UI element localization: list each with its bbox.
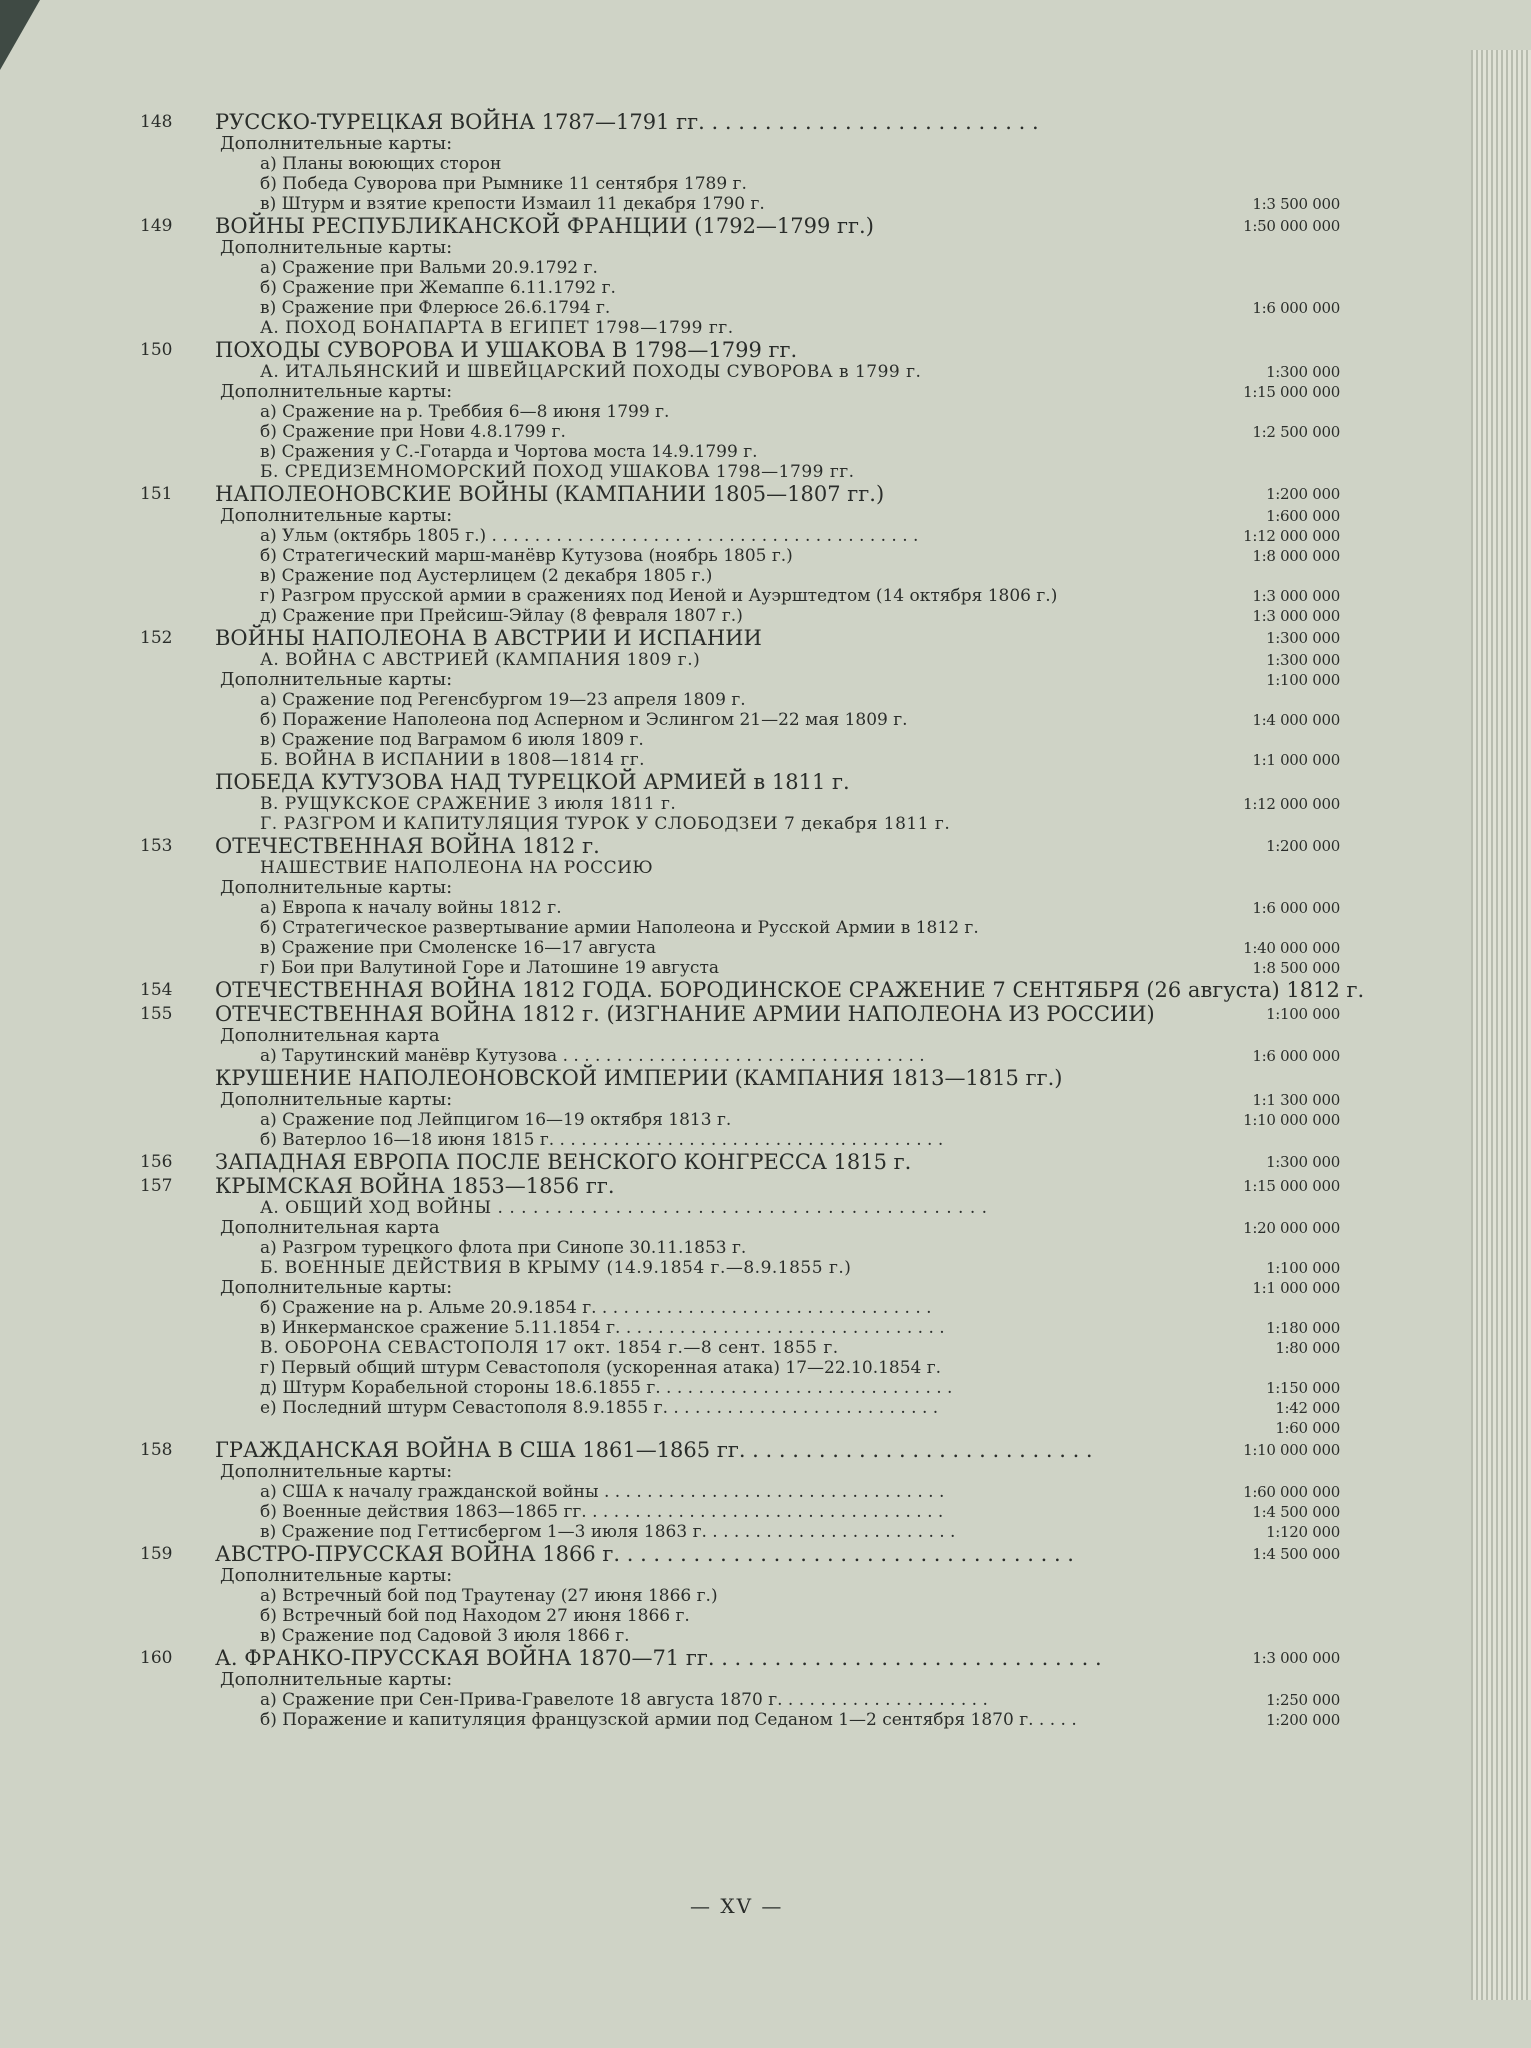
entry-text: Б. ВОЙНА В ИСПАНИИ в 1808—1814 гг. (260, 750, 646, 770)
entry-row (150, 898, 1340, 918)
entry-text: а) Тарутинский манёвр Кутузова . . . . . . . . . . . . . . . . . . . . . . . . . . . . . . . . . . (260, 1046, 925, 1066)
section-number: 155 (140, 1004, 173, 1024)
map-scale: 1:250 000 (1266, 1691, 1340, 1709)
section-number: 160 (140, 1648, 173, 1668)
section-title: ГРАЖДАНСКАЯ ВОЙНА В США 1861—1865 гг. . . . . . . . . . . . . . . . . . . . . . . . . . . (215, 1438, 1093, 1462)
entry-text: Дополнительные карты: (220, 877, 453, 898)
entry-row (150, 1298, 1340, 1318)
entry-text: Дополнительные карты: (220, 505, 453, 526)
entry-row (150, 1566, 1340, 1586)
entry-row (150, 1502, 1340, 1522)
map-scale: 1:60 000 000 (1243, 1483, 1340, 1501)
map-scale: 1:4 500 000 (1252, 1503, 1340, 1521)
section-number: 157 (140, 1176, 173, 1196)
entry-text: Дополнительные карты: (220, 237, 453, 258)
section-title: ОТЕЧЕСТВЕННАЯ ВОЙНА 1812 г. (ИЗГНАНИЕ АРМИИ НАПОЛЕОНА ИЗ РОССИИ) (215, 1002, 1155, 1026)
entry-row (150, 606, 1340, 626)
entry-text: Дополнительная карта (220, 1025, 440, 1046)
entry-row (150, 238, 1340, 258)
entry-text: Дополнительные карты: (220, 133, 453, 154)
entry-row (150, 918, 1340, 938)
entry-text: Б. СРЕДИЗЕМНОМОРСКИЙ ПОХОД УШАКОВА 1798—1799 гг. (260, 462, 855, 482)
section-row (140, 978, 1365, 1002)
map-scale: 1:15 000 000 (1243, 383, 1340, 401)
entry-text: Б. ВОЕННЫЕ ДЕЙСТВИЯ В КРЫМУ (14.9.1854 г.—8.9.1855 г.) (260, 1258, 852, 1278)
entry-row (150, 1626, 1340, 1646)
map-scale: 1:20 000 000 (1243, 1219, 1340, 1237)
entry-row (150, 814, 1340, 834)
entry-row (150, 750, 1340, 770)
section-number: 150 (140, 340, 173, 360)
entry-row (150, 794, 1340, 814)
section-title: АВСТРО-ПРУССКАЯ ВОЙНА 1866 г. . . . . . . . . . . . . . . . . . . . . . . . . . . . . . . . . . . (215, 1542, 1074, 1566)
section-row (140, 1542, 1340, 1566)
map-scale: 1:3 000 000 (1252, 1649, 1340, 1667)
map-scale: 1:1 300 000 (1252, 1091, 1340, 1109)
entry-row (150, 938, 1340, 958)
entry-row (150, 1130, 1340, 1150)
section-number: 158 (140, 1440, 173, 1460)
entry-row (150, 1522, 1340, 1542)
map-scale: 1:100 000 (1266, 671, 1340, 689)
entry-text: а) Сражение под Регенсбургом 19—23 апреля 1809 г. (260, 690, 746, 710)
entry-text: б) Сражение при Нови 4.8.1799 г. (260, 422, 566, 442)
map-scale: 1:10 000 000 (1243, 1111, 1340, 1129)
entry-row (150, 546, 1340, 566)
map-scale: 1:12 000 000 (1243, 527, 1340, 545)
entry-row (150, 858, 1340, 878)
section-title: КРУШЕНИЕ НАПОЛЕОНОВСКОЙ ИМПЕРИИ (КАМПАНИЯ 1813—1815 гг.) (215, 1066, 1063, 1090)
section-number: 153 (140, 836, 173, 856)
page-fore-edge (1471, 50, 1531, 2000)
entry-text: б) Встречный бой под Находом 27 июня 1866 г. (260, 1606, 690, 1626)
entry-text: в) Сражение под Геттисбергом 1—3 июля 1863 г. . . . . . . . . . . . . . . . . . . . . . . . (260, 1522, 956, 1542)
entry-text: д) Сражение при Прейсиш-Эйлау (8 февраля 1807 г.) (260, 606, 743, 626)
map-scale: 1:6 000 000 (1252, 1047, 1340, 1065)
section-number: 152 (140, 628, 173, 648)
section-row (150, 1066, 1340, 1090)
entry-row (150, 402, 1340, 422)
entry-text: б) Поражение Наполеона под Асперном и Эслингом 21—22 мая 1809 г. (260, 710, 908, 730)
page-number: — XV — (690, 1894, 784, 1918)
map-scale: 1:3 500 000 (1252, 195, 1340, 213)
map-scale: 1:600 000 (1266, 507, 1340, 525)
entry-row (150, 1218, 1340, 1238)
page-corner (0, 0, 40, 70)
entry-row (150, 526, 1340, 546)
section-title: КРЫМСКАЯ ВОЙНА 1853—1856 гг. (215, 1174, 615, 1198)
section-row (140, 214, 1340, 238)
entry-row (150, 1110, 1340, 1130)
entry-text: а) США к началу гражданской войны . . . . . . . . . . . . . . . . . . . . . . . . . . . . . . . . (260, 1482, 945, 1502)
section-row (150, 770, 1340, 794)
map-scale: 1:150 000 (1266, 1379, 1340, 1397)
map-scale: 1:100 000 (1266, 1005, 1340, 1023)
section-number: 159 (140, 1544, 173, 1564)
section-number: 148 (140, 112, 173, 132)
entry-text: Дополнительные карты: (220, 381, 453, 402)
entry-text: а) Ульм (октябрь 1805 г.) . . . . . . . . . . . . . . . . . . . . . . . . . . . . . . . . . . . . . . . . (260, 526, 919, 546)
section-number: 156 (140, 1152, 173, 1172)
entry-text: а) Сражение при Сен-Прива-Гравелоте 18 августа 1870 г. . . . . . . . . . . . . . . . . . . . (260, 1690, 988, 1710)
section-title: ЗАПАДНАЯ ЕВРОПА ПОСЛЕ ВЕНСКОГО КОНГРЕССА 1815 г. (215, 1150, 912, 1174)
map-scale: 1:60 000 (1275, 1419, 1340, 1437)
map-scale: 1:100 000 (1266, 1259, 1340, 1277)
entry-text: Дополнительные карты: (220, 1565, 453, 1586)
entry-text: д) Штурм Корабельной стороны 18.6.1855 г. . . . . . . . . . . . . . . . . . . . . . . . . . . . (260, 1378, 953, 1398)
entry-text: А. ВОЙНА С АВСТРИЕЙ (КАМПАНИЯ 1809 г.) (260, 650, 701, 670)
entry-row (150, 154, 1340, 174)
section-title: ВОЙНЫ НАПОЛЕОНА В АВСТРИИ И ИСПАНИИ (215, 626, 762, 650)
entry-text: в) Сражения у С.-Готарда и Чортова моста 14.9.1799 г. (260, 442, 758, 462)
map-scale: 1:300 000 (1266, 629, 1340, 647)
section-row (140, 1438, 1340, 1462)
entry-text: в) Штурм и взятие крепости Измаил 11 декабря 1790 г. (260, 194, 765, 214)
entry-text: А. ИТАЛЬЯНСКИЙ И ШВЕЙЦАРСКИЙ ПОХОДЫ СУВОРОВА в 1799 г. (260, 362, 922, 382)
map-scale: 1:300 000 (1266, 363, 1340, 381)
entry-text: б) Победа Суворова при Рымнике 11 сентября 1789 г. (260, 174, 747, 194)
section-number: 154 (140, 980, 173, 1000)
entry-text: б) Ватерлоо 16—18 июня 1815 г. . . . . . . . . . . . . . . . . . . . . . . . . . . . . . . . . . . . . (260, 1130, 944, 1150)
entry-text: Дополнительные карты: (220, 1277, 453, 1298)
map-scale: 1:120 000 (1266, 1523, 1340, 1541)
map-scale: 1:42 000 (1275, 1399, 1340, 1417)
map-scale: 1:15 000 000 (1243, 1177, 1340, 1195)
map-scale: 1:2 500 000 (1252, 423, 1340, 441)
entry-row (150, 1670, 1340, 1690)
entry-text: а) Европа к началу войны 1812 г. (260, 898, 562, 918)
map-scale: 1:200 000 (1266, 485, 1340, 503)
entry-text: в) Сражение под Аустерлицем (2 декабря 1805 г.) (260, 566, 713, 586)
section-row (140, 482, 1340, 506)
entry-text: а) Сражение под Лейпцигом 16—19 октября 1813 г. (260, 1110, 732, 1130)
entry-text: а) Планы воюющих сторон (260, 154, 502, 174)
map-scale: 1:6 000 000 (1252, 299, 1340, 317)
entry-row (150, 362, 1340, 382)
section-title: НАПОЛЕОНОВСКИЕ ВОЙНЫ (КАМПАНИИ 1805—1807 гг.) (215, 482, 885, 506)
entry-row (150, 1606, 1340, 1626)
entry-row (150, 422, 1340, 442)
entry-row (150, 1358, 1340, 1378)
entry-row (150, 1378, 1340, 1398)
section-row (140, 1002, 1340, 1026)
entry-text: Дополнительные карты: (220, 1461, 453, 1482)
entry-row (150, 194, 1340, 214)
entry-text: в) Инкерманское сражение 5.11.1854 г. . . . . . . . . . . . . . . . . . . . . . . . . . . . . . . (260, 1318, 945, 1338)
entry-row (150, 1318, 1340, 1338)
entry-row (150, 670, 1340, 690)
entry-text: б) Сражение при Жемаппе 6.11.1792 г. (260, 278, 616, 298)
map-scale: 1:300 000 (1266, 1153, 1340, 1171)
map-scale: 1:180 000 (1266, 1319, 1340, 1337)
section-title: ОТЕЧЕСТВЕННАЯ ВОЙНА 1812 ГОДА. БОРОДИНСКОЕ СРАЖЕНИЕ 7 СЕНТЯБРЯ (26 августа) 1812 г. (215, 978, 1365, 1002)
section-title: А. ФРАНКО-ПРУССКАЯ ВОЙНА 1870—71 гг. . . . . . . . . . . . . . . . . . . . . . . . . . . . . . (215, 1646, 1102, 1670)
section-row (140, 834, 1340, 858)
entry-text: в) Сражение под Садовой 3 июля 1866 г. (260, 1626, 630, 1646)
section-number: 151 (140, 484, 173, 504)
entry-row (150, 586, 1340, 606)
entry-row (150, 710, 1340, 730)
entry-text: а) Встречный бой под Траутенау (27 июня 1866 г.) (260, 1586, 718, 1606)
entry-row (150, 1418, 1340, 1438)
entry-text: б) Стратегическое развертывание армии Наполеона и Русской Армии в 1812 г. (260, 918, 979, 938)
map-scale: 1:80 000 (1275, 1339, 1340, 1357)
entry-text: в) Сражение при Флерюсе 26.6.1794 г. (260, 298, 611, 318)
entry-row (150, 278, 1340, 298)
section-title: ПОХОДЫ СУВОРОВА И УШАКОВА В 1798—1799 гг. (215, 338, 798, 362)
entry-text: г) Первый общий штурм Севастополя (ускоренная атака) 17—22.10.1854 г. (260, 1358, 942, 1378)
map-scale: 1:200 000 (1266, 837, 1340, 855)
entry-row (150, 1338, 1340, 1358)
entry-text: г) Разгром прусской армии в сражениях под Иеной и Ауэрштедтом (14 октября 1806 г.) (260, 586, 1058, 606)
entry-text: Г. РАЗГРОМ И КАПИТУЛЯЦИЯ ТУРОК У СЛОБОДЗЕИ 7 декабря 1811 г. (260, 814, 951, 834)
entry-text: в) Сражение под Ваграмом 6 июля 1809 г. (260, 730, 644, 750)
entry-text: б) Стратегический марш-манёвр Кутузова (ноябрь 1805 г.) (260, 546, 793, 566)
section-row (140, 338, 1340, 362)
entry-text: в) Сражение при Смоленске 16—17 августа (260, 938, 657, 958)
map-scale: 1:10 000 000 (1243, 1441, 1340, 1459)
entry-text: а) Сражение при Вальми 20.9.1792 г. (260, 258, 598, 278)
entry-text: б) Военные действия 1863—1865 гг. . . . . . . . . . . . . . . . . . . . . . . . . . . . . . . . . . (260, 1502, 944, 1522)
entry-row (150, 506, 1340, 526)
entry-row (150, 1710, 1340, 1730)
section-title: ВОЙНЫ РЕСПУБЛИКАНСКОЙ ФРАНЦИИ (1792—1799 гг.) (215, 214, 874, 238)
section-title: ОТЕЧЕСТВЕННАЯ ВОЙНА 1812 г. (215, 834, 600, 858)
map-scale: 1:8 000 000 (1252, 547, 1340, 565)
map-scale: 1:6 000 000 (1252, 899, 1340, 917)
entry-row (150, 1398, 1340, 1418)
entry-row (150, 462, 1340, 482)
entry-row (150, 382, 1340, 402)
entry-row (150, 134, 1340, 154)
entry-text: а) Сражение на р. Треббия 6—8 июня 1799 г. (260, 402, 670, 422)
map-scale: 1:1 000 000 (1252, 751, 1340, 769)
entry-row (150, 1238, 1340, 1258)
map-scale: 1:4 000 000 (1252, 711, 1340, 729)
entry-row (150, 298, 1340, 318)
map-scale: 1:3 000 000 (1252, 607, 1340, 625)
entry-row (150, 258, 1340, 278)
section-row (140, 110, 1340, 134)
entry-row (150, 174, 1340, 194)
map-scale: 1:3 000 000 (1252, 587, 1340, 605)
map-scale: 1:12 000 000 (1243, 795, 1340, 813)
map-scale: 1:50 000 000 (1243, 217, 1340, 235)
map-scale: 1:4 500 000 (1252, 1545, 1340, 1563)
entry-row (150, 1462, 1340, 1482)
entry-row (150, 1690, 1340, 1710)
entry-row (150, 1258, 1340, 1278)
entry-text: Дополнительные карты: (220, 1669, 453, 1690)
entry-text: В. ОБОРОНА СЕВАСТОПОЛЯ 17 окт. 1854 г.—8 сент. 1855 г. (260, 1338, 839, 1358)
map-scale: 1:1 000 000 (1252, 1279, 1340, 1297)
entry-row (150, 1482, 1340, 1502)
section-number: 149 (140, 216, 173, 236)
entry-row (150, 878, 1340, 898)
entry-row (150, 690, 1340, 710)
entry-row (150, 1046, 1340, 1066)
section-row (140, 626, 1340, 650)
map-scale: 1:8 500 000 (1252, 959, 1340, 977)
entry-row (150, 442, 1340, 462)
entry-row (150, 1278, 1340, 1298)
entry-text: Дополнительные карты: (220, 669, 453, 690)
entry-row (150, 958, 1340, 978)
section-row (140, 1150, 1340, 1174)
entry-text: А. ОБЩИЙ ХОД ВОЙНЫ . . . . . . . . . . . . . . . . . . . . . . . . . . . . . . . . . . . . . . . . . . (260, 1198, 988, 1218)
entry-text: Дополнительные карты: (220, 1089, 453, 1110)
entry-row (150, 650, 1340, 670)
entry-row (150, 1586, 1340, 1606)
entry-row (150, 1026, 1340, 1046)
entry-row (150, 1090, 1340, 1110)
entry-text: е) Последний штурм Севастополя 8.9.1855 г. . . . . . . . . . . . . . . . . . . . . . . . . . (260, 1398, 939, 1418)
map-scale: 1:40 000 000 (1243, 939, 1340, 957)
entry-row (150, 730, 1340, 750)
entry-text: г) Бои при Валутиной Горе и Латошине 19 августа (260, 958, 719, 978)
section-title: РУССКО-ТУРЕЦКАЯ ВОЙНА 1787—1791 гг. . . . . . . . . . . . . . . . . . . . . . . . . . (215, 110, 1039, 134)
map-scale: 1:200 000 (1266, 1711, 1340, 1729)
entry-text: НАШЕСТВИЕ НАПОЛЕОНА НА РОССИЮ (260, 858, 654, 878)
entry-text: В. РУЩУКСКОЕ СРАЖЕНИЕ 3 июля 1811 г. (260, 794, 677, 814)
entry-text: Дополнительная карта (220, 1217, 440, 1238)
table-of-contents (140, 110, 1365, 1730)
section-row (140, 1174, 1340, 1198)
section-row (140, 1646, 1340, 1670)
entry-text: б) Поражение и капитуляция французской армии под Седаном 1—2 сентября 1870 г. . . . . (260, 1710, 1077, 1730)
section-title: ПОБЕДА КУТУЗОВА НАД ТУРЕЦКОЙ АРМИЕЙ в 1811 г. (215, 770, 850, 794)
map-scale: 1:300 000 (1266, 651, 1340, 669)
entry-row (150, 318, 1340, 338)
entry-row (150, 566, 1340, 586)
entry-text: б) Сражение на р. Альме 20.9.1854 г. . . . . . . . . . . . . . . . . . . . . . . . . . . . . . . . (260, 1298, 932, 1318)
entry-row (150, 1198, 1340, 1218)
entry-text: а) Разгром турецкого флота при Синопе 30.11.1853 г. (260, 1238, 747, 1258)
entry-text: А. ПОХОД БОНАПАРТА В ЕГИПЕТ 1798—1799 гг. (260, 318, 734, 338)
